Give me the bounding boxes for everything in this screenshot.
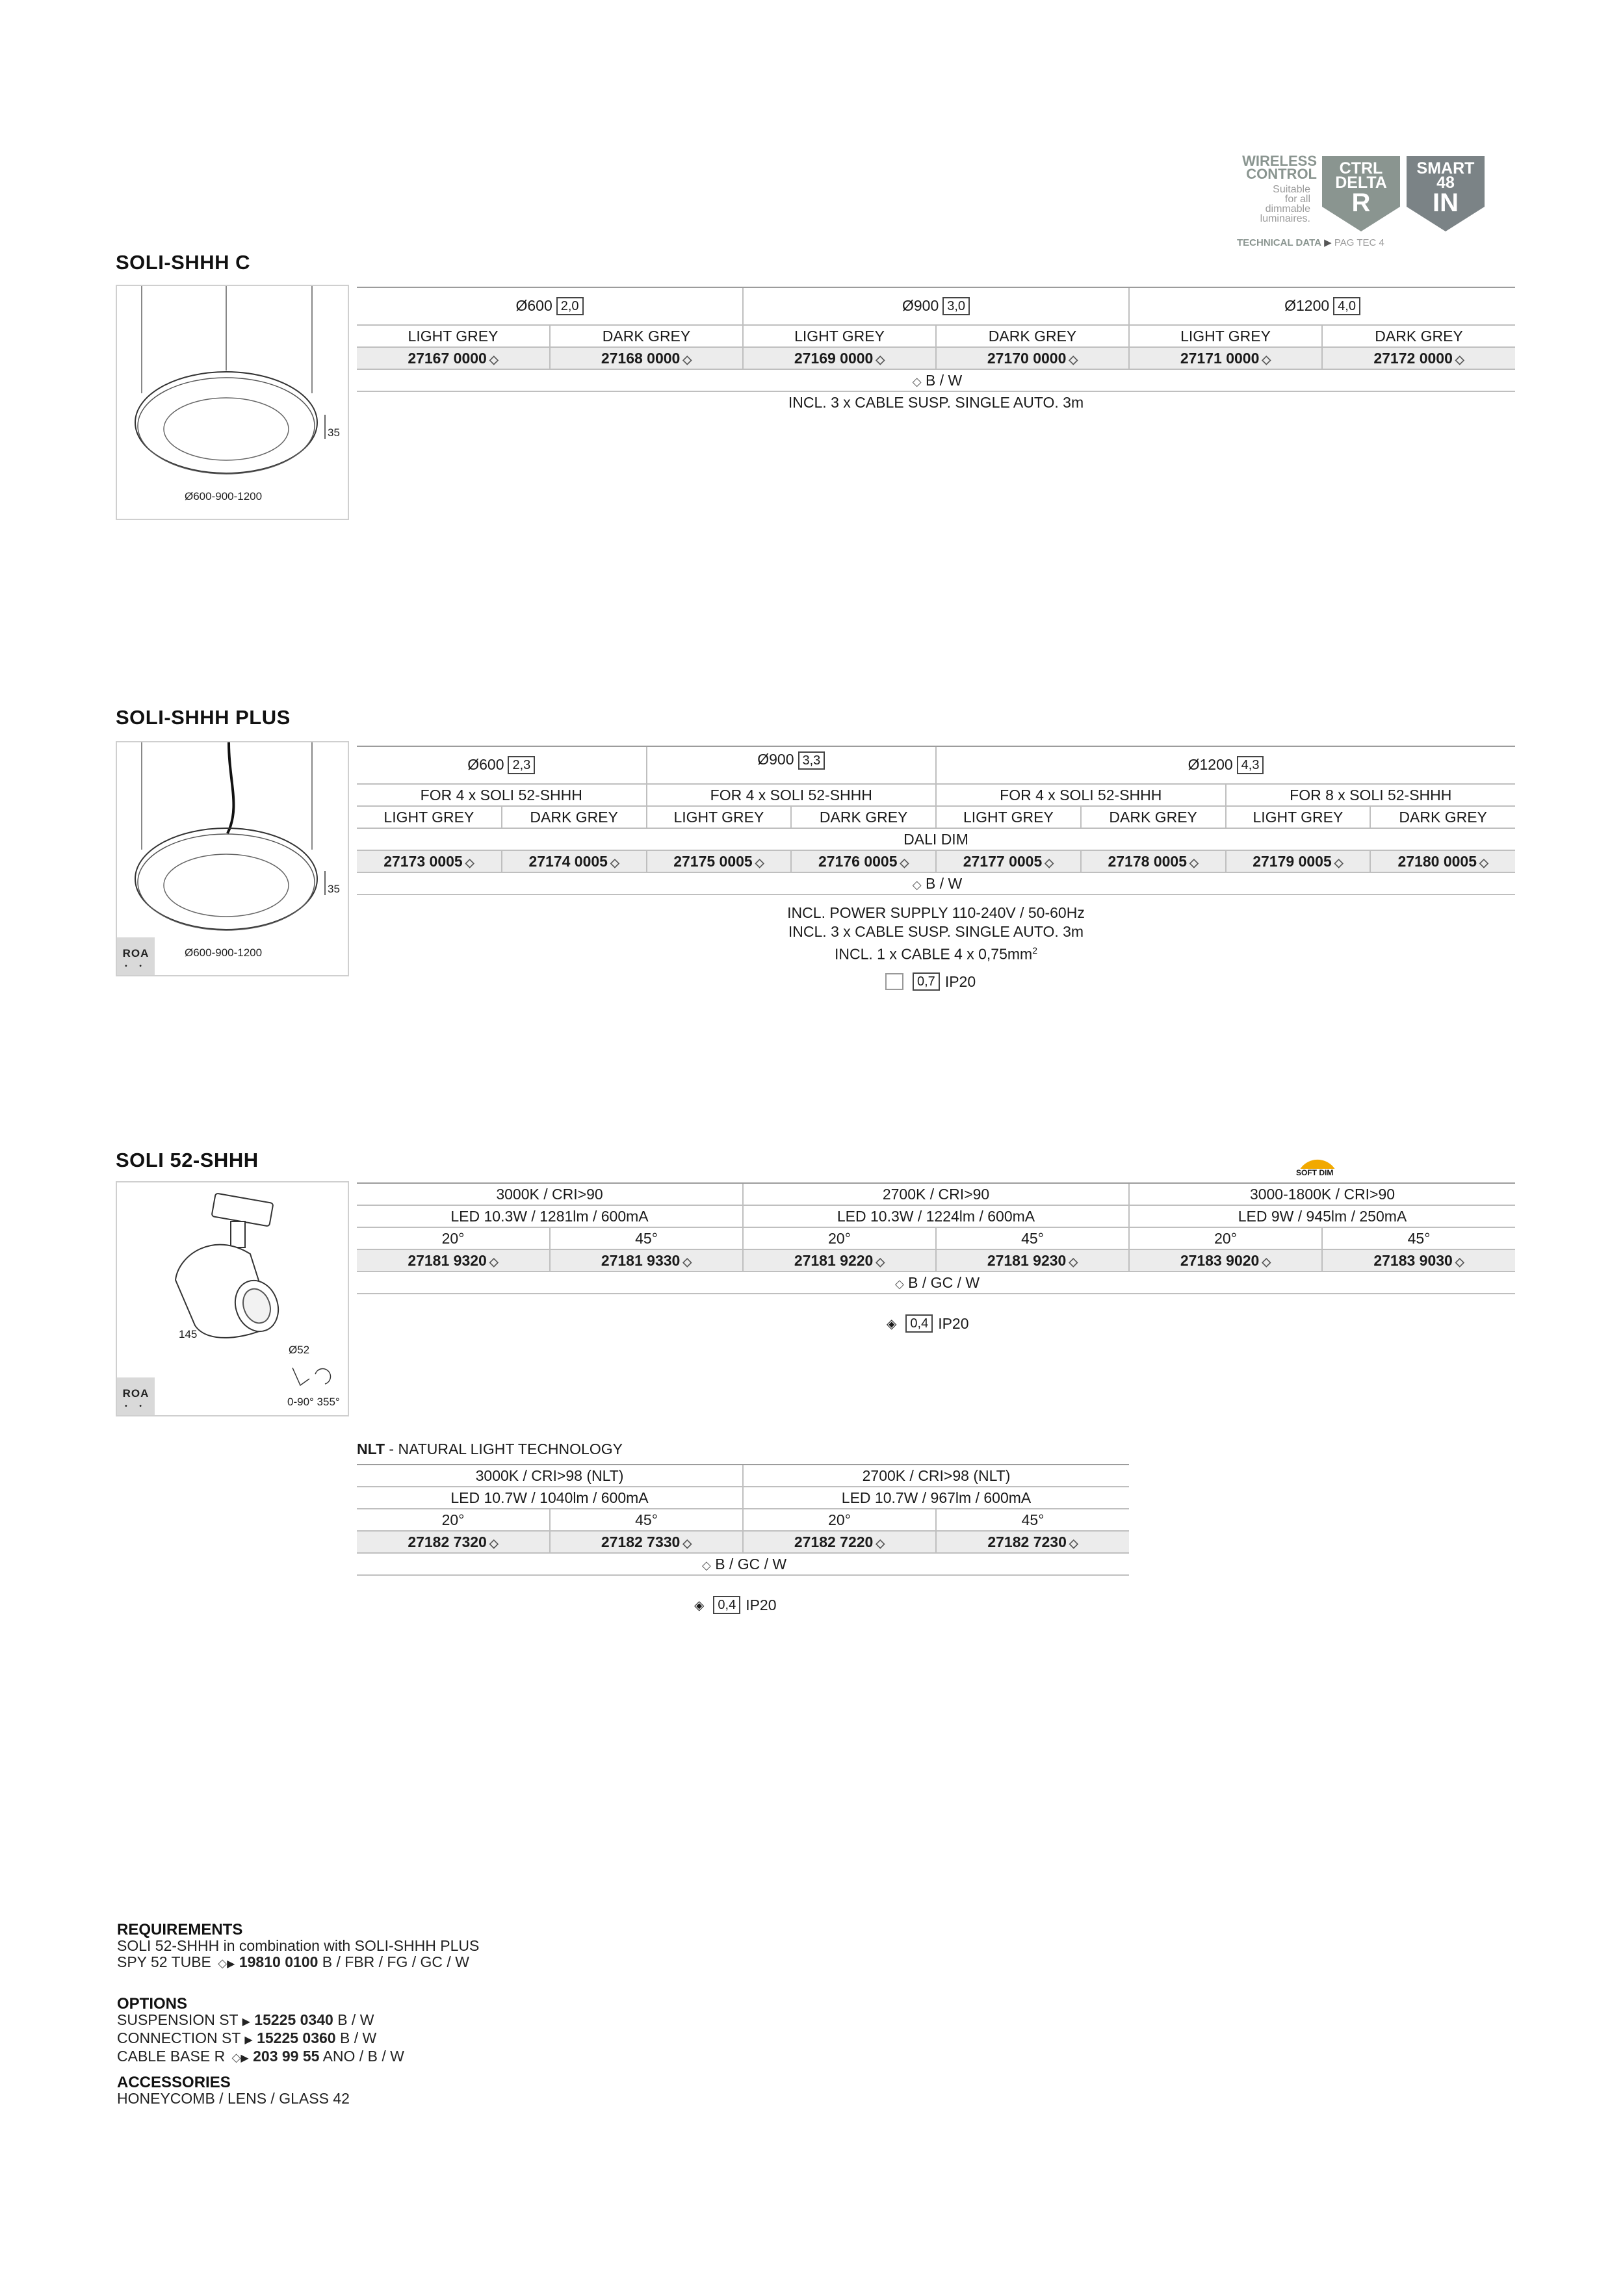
- angle-cell: 45°: [936, 1509, 1129, 1531]
- diamond-icon: ◇: [682, 1255, 692, 1268]
- diamond-icon: ◇: [489, 1536, 499, 1550]
- color-row: [357, 806, 1515, 828]
- note-row: [357, 391, 1515, 413]
- angle-cell: 45°: [550, 1509, 743, 1531]
- diamond-icon: ◇: [1479, 855, 1488, 869]
- diamond-icon: ◇: [1334, 855, 1344, 869]
- temp-cell: 3000-1800K / CRI>90: [1129, 1183, 1515, 1205]
- s2-ip-line: [885, 972, 976, 991]
- accessories-title: ACCESSORIES: [117, 2074, 231, 2091]
- diamond-icon: ◇: [1069, 1255, 1078, 1268]
- temp-cell: 2700K / CRI>98 (NLT): [743, 1465, 1129, 1487]
- diamond-icon: ◇: [1262, 1255, 1271, 1268]
- note-line: INCL. 1 x CABLE 4 x $0,75mm^2$: [834, 945, 1038, 963]
- color-cell: DARK GREY: [791, 806, 936, 828]
- weight-box: 3,0: [942, 297, 970, 315]
- size-cell: Ø900 3,3: [647, 746, 937, 784]
- options-title: OPTIONS: [117, 1995, 188, 2013]
- ctrl-badge-line3: R: [1351, 189, 1371, 217]
- product-code: 27181 9320 ◇: [357, 1249, 550, 1272]
- diamond-icon: ◇: [489, 1255, 499, 1268]
- soft-dim-label: SOFT DIM: [1296, 1168, 1334, 1177]
- size-cell: Ø1200 4,3: [936, 746, 1515, 784]
- for-cell: FOR 8 x SOLI 52-SHHH: [1226, 784, 1516, 806]
- color-row: [357, 325, 1515, 347]
- diamond-icon: ◇: [1189, 855, 1199, 869]
- finish-cell: ◇ B / W: [357, 872, 1515, 894]
- product-code: 27181 9230 ◇: [936, 1249, 1129, 1272]
- product-code: 27183 9030 ◇: [1322, 1249, 1515, 1272]
- diamond-icon: ◇: [1455, 1255, 1464, 1268]
- product-code: 27181 9330 ◇: [550, 1249, 743, 1272]
- color-cell: LIGHT GREY: [357, 325, 550, 347]
- product-code: 27181 9220 ◇: [743, 1249, 936, 1272]
- product-image-soli-52-shhh: [116, 1181, 349, 1416]
- requirements-block: [117, 1922, 479, 1972]
- color-cell: LIGHT GREY: [743, 325, 936, 347]
- requirement-line: SOLI 52-SHHH in combination with SOLI-SHHH PLUS: [117, 1937, 480, 1954]
- section-title-soli-52-shhh: SOLI 52-SHHH: [116, 1149, 259, 1171]
- color-cell: DARK GREY: [1081, 806, 1226, 828]
- diamond-icon: ◇: [900, 855, 909, 869]
- requirements-title: REQUIREMENTS: [117, 1921, 243, 1938]
- option-line: CONNECTION ST ▶ 15225 0360 B / W: [117, 2029, 377, 2046]
- smart-badge-line1: SMART: [1416, 159, 1475, 177]
- technical-data-page: PAG TEC 4: [1334, 237, 1384, 248]
- s2-notes: [357, 904, 1515, 964]
- angle-cell: 45°: [936, 1227, 1129, 1249]
- product-code: 27175 0005 ◇: [647, 850, 792, 872]
- finish-row: [357, 872, 1515, 894]
- product-code: 27174 0005 ◇: [502, 850, 647, 872]
- angle-cell: 20°: [1129, 1227, 1322, 1249]
- technical-data-label: TECHNICAL DATA: [1237, 237, 1321, 248]
- led-cell: LED 10.3W / 1281lm / 600mA: [357, 1205, 743, 1227]
- ctrl-badge-line1: CTRL: [1339, 159, 1383, 177]
- table-soli-shhh-plus: [357, 746, 1515, 895]
- color-cell: DARK GREY: [936, 325, 1129, 347]
- angle-cell: 45°: [550, 1227, 743, 1249]
- dim-diameter: Ø600-900-1200: [185, 490, 263, 502]
- finish-row: [357, 369, 1515, 391]
- color-cell: DARK GREY: [550, 325, 743, 347]
- diamond-icon: ◇: [701, 1558, 711, 1572]
- color-cell: LIGHT GREY: [1226, 806, 1371, 828]
- table-soli-52-shhh: [357, 1182, 1515, 1294]
- code-row: [357, 1249, 1515, 1272]
- angle-cell: 20°: [743, 1509, 936, 1531]
- driver-class-icon: ◈: [887, 1316, 897, 1331]
- product-code: 27177 0005 ◇: [936, 850, 1081, 872]
- diamond-icon: ◇: [682, 1536, 692, 1550]
- s3-ip-line: [887, 1314, 969, 1333]
- size-cell: Ø600 2,0: [357, 287, 743, 325]
- product-code: 27179 0005 ◇: [1226, 850, 1371, 872]
- size-row: [357, 287, 1515, 325]
- wireless-note: Suitable for all dimmable luminaires.: [1260, 184, 1310, 224]
- angle-cell: 45°: [1322, 1227, 1515, 1249]
- wireless-control-label: WIRELESS CONTROL: [1242, 153, 1317, 182]
- for-cell: FOR 4 x SOLI 52-SHHH: [647, 784, 937, 806]
- product-code: 27176 0005 ◇: [791, 850, 936, 872]
- diamond-icon: ◇: [876, 352, 885, 366]
- dim-cell: DALI DIM: [357, 828, 1515, 850]
- angle-cell: 20°: [743, 1227, 936, 1249]
- ip-rating: IP20: [746, 1596, 777, 1613]
- color-cell: LIGHT GREY: [647, 806, 792, 828]
- finish-row: [357, 1553, 1129, 1575]
- product-code: 27182 7220 ◇: [743, 1531, 936, 1553]
- arrow-right-icon: ▶: [240, 2053, 249, 2064]
- finish-cell: ◇ B / W: [357, 369, 1515, 391]
- dim-rotation: 0-90° 355°: [287, 1396, 340, 1408]
- diamond-icon: ◇: [876, 1536, 885, 1550]
- product-code: 27182 7330 ◇: [550, 1531, 743, 1553]
- color-cell: LIGHT GREY: [357, 806, 502, 828]
- dim-diameter: Ø600-900-1200: [185, 946, 263, 959]
- technical-data-ref: [1237, 237, 1384, 248]
- temp-row: [357, 1465, 1129, 1487]
- finish-cell: ◇ B / GC / W: [357, 1272, 1515, 1294]
- weight-box: 4,0: [1333, 297, 1360, 315]
- note-cell: INCL. 3 x CABLE SUSP. SINGLE AUTO. 3m: [788, 394, 1084, 411]
- product-code: 27167 0000 ◇: [357, 347, 550, 369]
- diamond-icon: ◇: [218, 1957, 227, 1970]
- size-cell: Ø1200 4,0: [1129, 287, 1515, 325]
- weight-box: 0,4: [905, 1314, 933, 1333]
- size-cell: Ø900 3,0: [743, 287, 1129, 325]
- weight-box: 2,0: [556, 297, 584, 315]
- nlt-ip-line: [694, 1596, 777, 1614]
- temp-row: [357, 1183, 1515, 1205]
- weight-box: 3,3: [798, 751, 825, 770]
- weight-box: 0,7: [913, 972, 940, 991]
- led-cell: LED 10.7W / 1040lm / 600mA: [357, 1487, 743, 1509]
- ip-rating: IP20: [938, 1314, 969, 1332]
- product-code: 27170 0000 ◇: [936, 347, 1129, 369]
- diamond-icon: ◇: [912, 374, 922, 388]
- product-image-soli-shhh-plus: [116, 741, 349, 976]
- arrow-right-icon: ▶: [1324, 237, 1332, 248]
- product-code: 27172 0000 ◇: [1322, 347, 1515, 369]
- angle-cell: 20°: [357, 1509, 550, 1531]
- accessories-line: HONEYCOMB / LENS / GLASS 42: [117, 2090, 350, 2107]
- section-title-soli-shhh-plus: SOLI-SHHH PLUS: [116, 706, 291, 729]
- table-soli-shhh-c: [357, 287, 1515, 413]
- diamond-icon: ◇: [1045, 855, 1054, 869]
- arrow-right-icon: ▶: [227, 1959, 235, 1970]
- finish-cell: ◇ B / GC / W: [357, 1553, 1129, 1575]
- angle-cell: 20°: [357, 1227, 550, 1249]
- product-code: 27178 0005 ◇: [1081, 850, 1226, 872]
- size-row: [357, 746, 1515, 784]
- option-line: CABLE BASE R ◇▶ 203 99 55 ANO / B / W: [117, 2048, 404, 2065]
- angle-row: [357, 1227, 1515, 1249]
- diamond-icon: ◇: [231, 2051, 241, 2064]
- diamond-icon: ◇: [912, 878, 922, 891]
- class-square-icon: [885, 973, 903, 990]
- size-cell: Ø600 2,3: [357, 746, 647, 784]
- color-cell: DARK GREY: [502, 806, 647, 828]
- product-code: 27180 0005 ◇: [1370, 850, 1515, 872]
- diamond-icon: ◇: [489, 352, 499, 366]
- color-cell: LIGHT GREY: [936, 806, 1081, 828]
- product-code: 27169 0000 ◇: [743, 347, 936, 369]
- option-line: SUSPENSION ST ▶ 15225 0340 B / W: [117, 2011, 374, 2028]
- led-row: [357, 1487, 1129, 1509]
- diamond-icon: ◇: [682, 352, 692, 366]
- angle-row: [357, 1509, 1129, 1531]
- for-cell: FOR 4 x SOLI 52-SHHH: [357, 784, 647, 806]
- diamond-icon: ◇: [1069, 1536, 1078, 1550]
- color-cell: DARK GREY: [1370, 806, 1515, 828]
- diamond-icon: ◇: [1455, 352, 1464, 366]
- roa-logo: ROA • •: [117, 1377, 155, 1415]
- weight-box: 0,4: [713, 1596, 740, 1614]
- product-image-soli-shhh-c: [116, 285, 349, 520]
- requirement-line: SPY 52 TUBE ◇▶ 19810 0100 B / FBR / FG / GC / W: [117, 1953, 469, 1970]
- smart-badge-line2: 48: [1436, 174, 1455, 192]
- product-code: 27182 7320 ◇: [357, 1531, 550, 1553]
- code-row: [357, 1531, 1129, 1553]
- roa-logo: ROA • •: [117, 937, 155, 975]
- weight-box: 4,3: [1237, 756, 1264, 774]
- diamond-icon: ◇: [610, 855, 619, 869]
- temp-cell: 3000K / CRI>98 (NLT): [357, 1465, 743, 1487]
- finish-row: [357, 1272, 1515, 1294]
- smart-badge-line3: IN: [1433, 189, 1459, 217]
- dim-length: 145: [179, 1328, 198, 1340]
- arrow-right-icon: ▶: [242, 2016, 250, 2028]
- product-code: 27168 0000 ◇: [550, 347, 743, 369]
- section-title-soli-shhh-c: SOLI-SHHH C: [116, 251, 250, 274]
- dim-diameter: Ø52: [289, 1344, 310, 1356]
- dim-height: 35: [328, 426, 340, 439]
- temp-cell: 2700K / CRI>90: [743, 1183, 1129, 1205]
- options-block: [117, 1996, 404, 2107]
- pendant-ring-drawing: [117, 286, 350, 521]
- code-row: [357, 347, 1515, 369]
- dim-height: 35: [328, 883, 340, 895]
- diamond-icon: ◇: [876, 1255, 885, 1268]
- diamond-icon: ◇: [1262, 352, 1271, 366]
- note-line: INCL. 3 x CABLE SUSP. SINGLE AUTO. 3m: [788, 923, 1084, 940]
- led-cell: LED 9W / 945lm / 250mA: [1129, 1205, 1515, 1227]
- arrow-right-icon: ▶: [244, 2035, 253, 2046]
- product-code: 27171 0000 ◇: [1129, 347, 1322, 369]
- diamond-icon: ◇: [755, 855, 764, 869]
- led-cell: LED 10.3W / 1224lm / 600mA: [743, 1205, 1129, 1227]
- diamond-icon: ◇: [894, 1277, 904, 1290]
- for-row: [357, 784, 1515, 806]
- temp-cell: 3000K / CRI>90: [357, 1183, 743, 1205]
- color-cell: LIGHT GREY: [1129, 325, 1322, 347]
- nlt-label: NLT - NATURAL LIGHT TECHNOLOGY: [357, 1441, 623, 1457]
- table-nlt: [357, 1464, 1129, 1576]
- led-cell: LED 10.7W / 967lm / 600mA: [743, 1487, 1129, 1509]
- code-row: [357, 850, 1515, 872]
- color-cell: DARK GREY: [1322, 325, 1515, 347]
- for-cell: FOR 4 x SOLI 52-SHHH: [936, 784, 1226, 806]
- note-line: INCL. POWER SUPPLY 110-240V / 50-60Hz: [787, 904, 1085, 921]
- driver-class-icon: ◈: [694, 1598, 705, 1613]
- product-code: 27182 7230 ◇: [936, 1531, 1129, 1553]
- led-row: [357, 1205, 1515, 1227]
- product-code: 27183 9020 ◇: [1129, 1249, 1322, 1272]
- diamond-icon: ◇: [465, 855, 474, 869]
- weight-box: 2,3: [508, 756, 535, 774]
- ip-rating: IP20: [944, 972, 976, 990]
- diamond-icon: ◇: [1069, 352, 1078, 366]
- product-code: 27173 0005 ◇: [357, 850, 502, 872]
- ctrl-badge-line2: DELTA: [1335, 174, 1387, 192]
- dim-row: [357, 828, 1515, 850]
